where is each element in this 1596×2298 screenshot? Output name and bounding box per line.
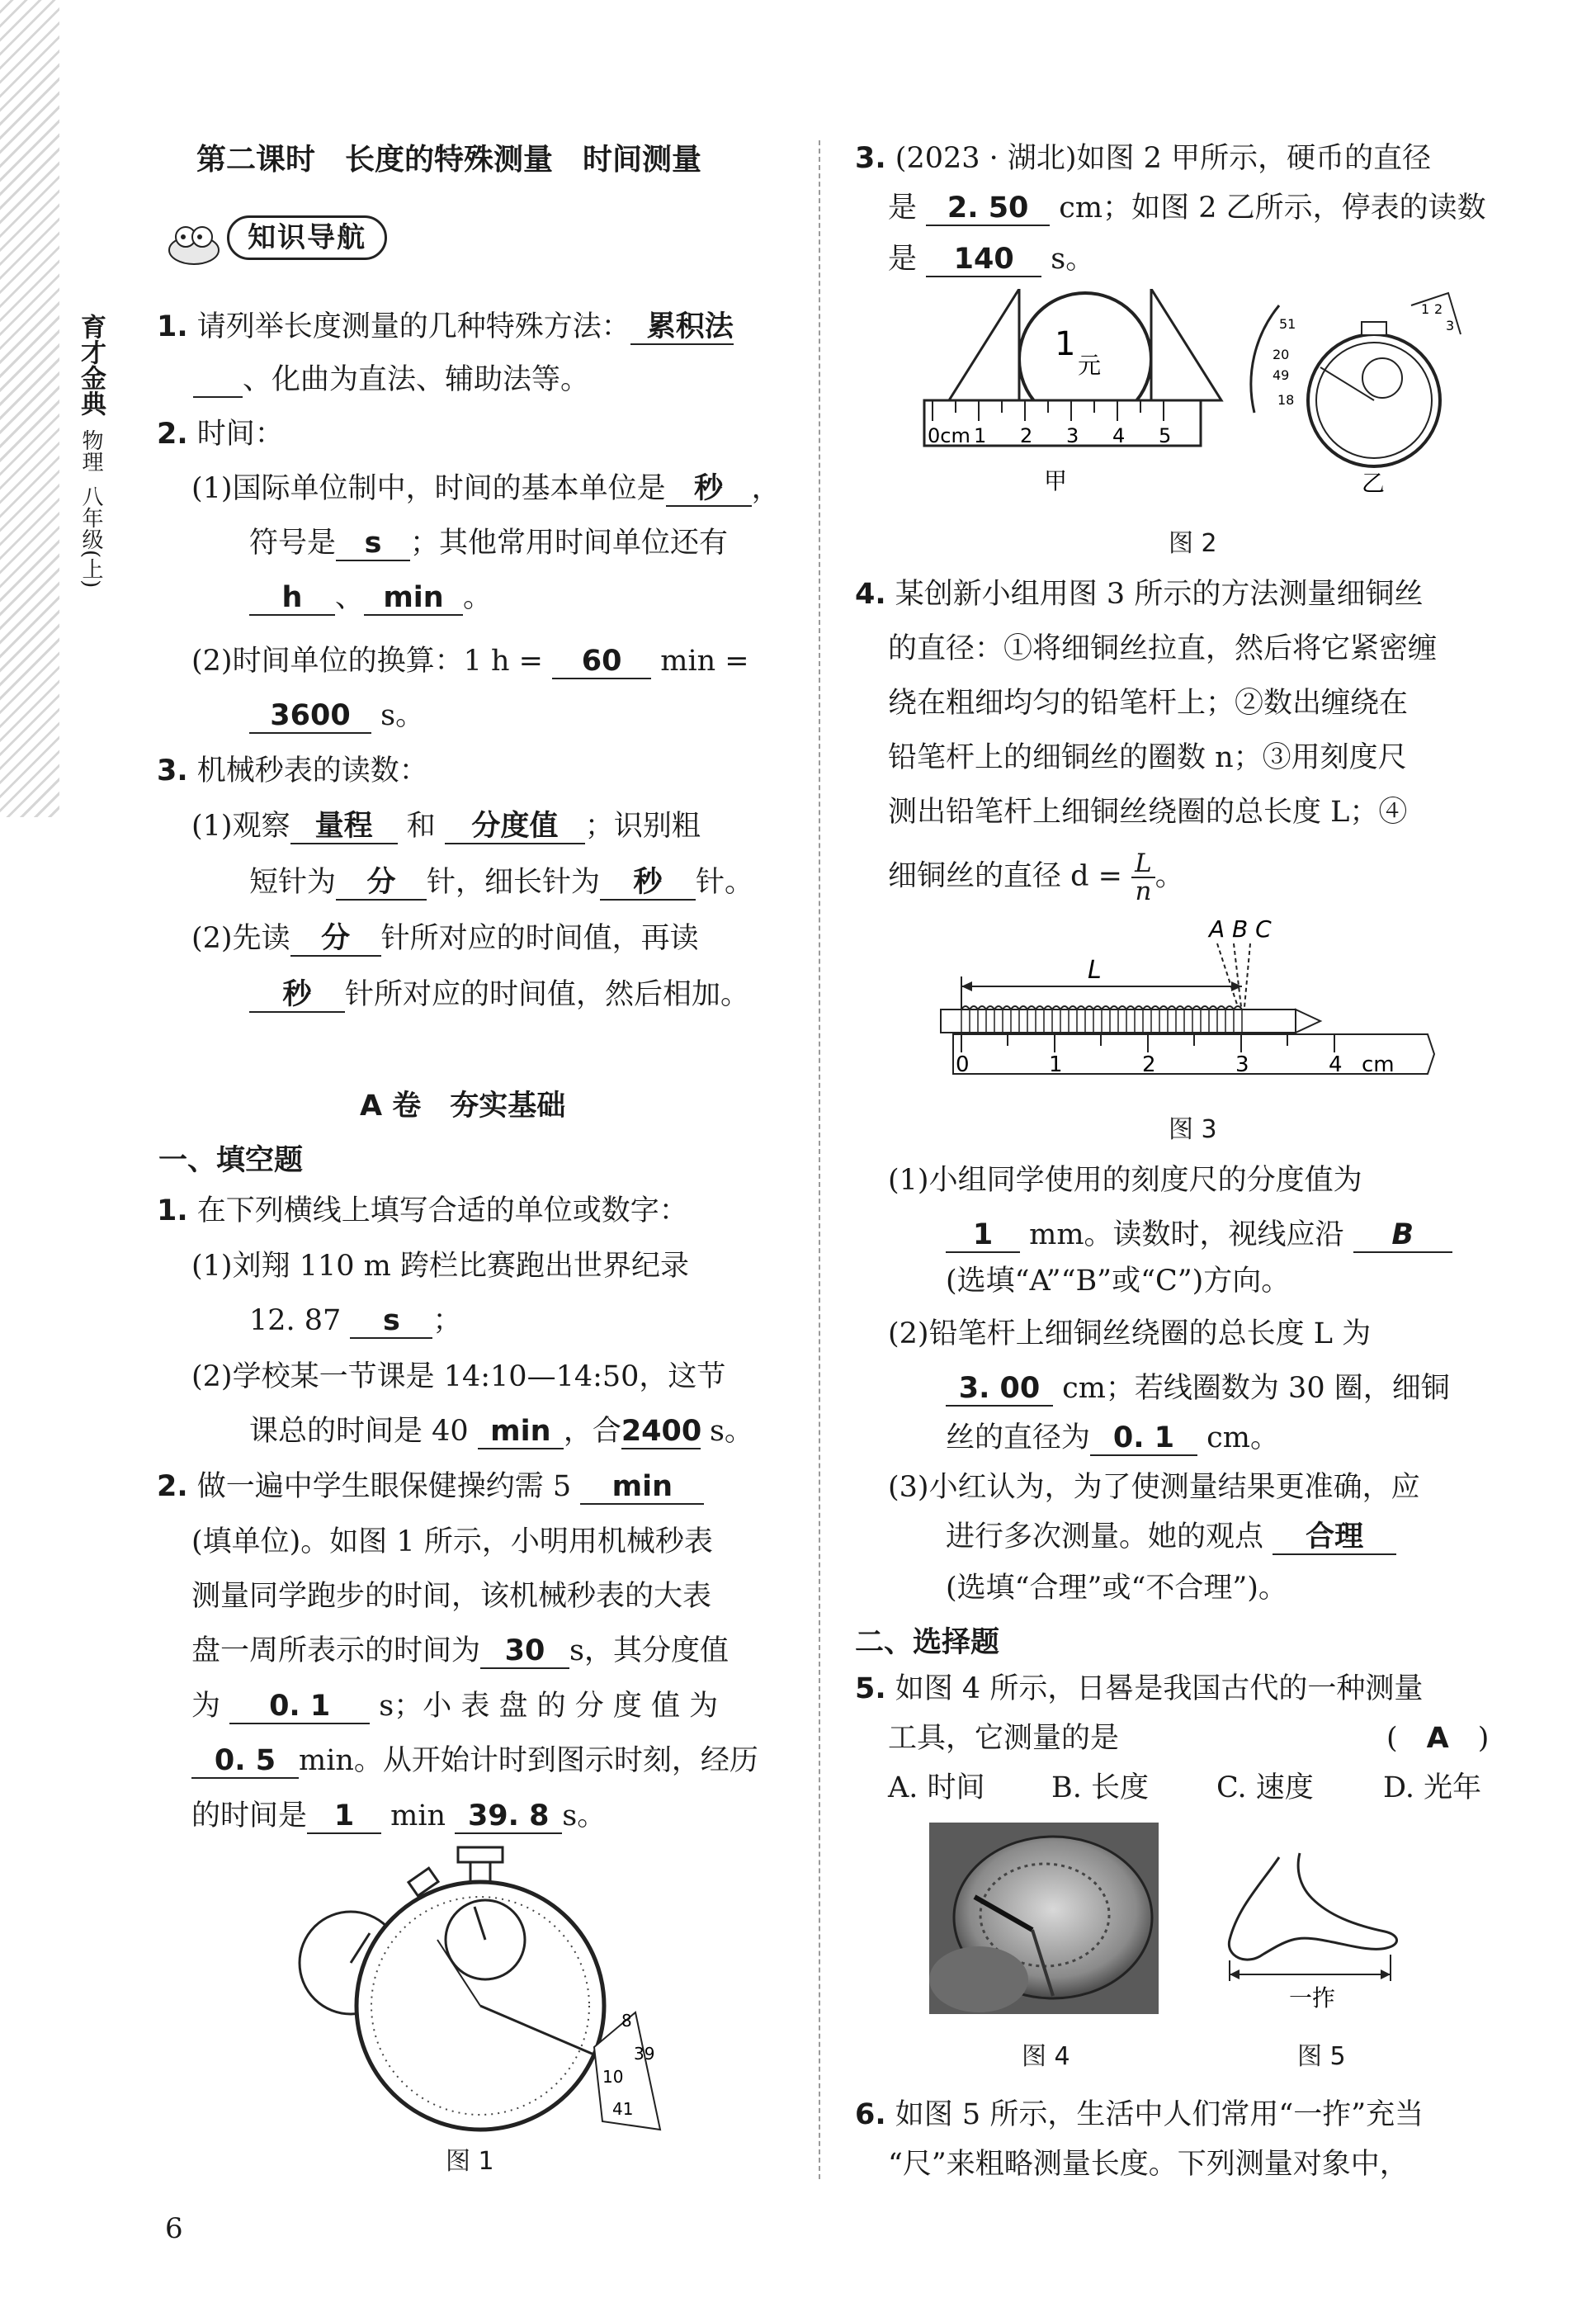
answer-blank: 30 <box>480 1634 569 1669</box>
coin-value: 1 <box>1055 325 1076 363</box>
ruler-label-4: 4 <box>1112 424 1126 447</box>
answer-blank: 分度值 <box>445 810 585 844</box>
figure-2 <box>916 289 1469 504</box>
answer-blank: 累积法 <box>630 310 734 345</box>
q3-line3: 是 140 s。 <box>888 243 1095 276</box>
fig1-label-41: 41 <box>612 2099 634 2119</box>
answer-blank: 140 <box>926 243 1041 277</box>
ruler3-label-0: 0 <box>956 1052 970 1077</box>
subject-label: 物理 <box>78 429 103 472</box>
answer-blank: min <box>580 1470 704 1505</box>
ruler3-label-4: 4 <box>1329 1052 1343 1077</box>
figure-3-caption: 图 3 <box>1169 1115 1217 1144</box>
nav-q2-2: (2)时间单位的换算：1 h = 60 min = <box>191 645 749 678</box>
ruler3-label-3: 3 <box>1235 1052 1249 1077</box>
q5-answer: ( A ) <box>1386 1722 1490 1755</box>
q3-line1: 3. (2023 · 湖北)如图 2 甲所示，硬币的直径 <box>855 142 1432 175</box>
nav-q3-1: (1)观察 量程 和 分度值 ；识别粗 <box>191 810 701 843</box>
q3-line2: 是 2. 50 cm；如图 2 乙所示，停表的读数 <box>888 192 1486 225</box>
brand-label: 育才金典 <box>76 314 106 416</box>
nav-q3: 3. 机械秒表的读数： <box>157 754 428 787</box>
part2-heading: 二、选择题 <box>855 1626 1000 1659</box>
q4-s1-line3: (选填“A”“B”或“C”)方向。 <box>946 1265 1291 1298</box>
nav-q2-1b: 符号是 s ；其他常用时间单位还有 <box>249 527 729 560</box>
figure-3 <box>933 912 1444 1094</box>
answer-blank: 0. 1 <box>229 1690 370 1724</box>
fig1-label-39: 39 <box>634 2044 655 2064</box>
q4-line5: 测出铅笔杆上细铜丝绕圈的总长度 L；④ <box>888 796 1408 829</box>
figure-1-caption: 图 1 <box>446 2147 494 2176</box>
ruler3-label-1: 1 <box>1049 1052 1063 1077</box>
ruler3-label-cm: cm <box>1362 1052 1395 1077</box>
answer-blank: 秒 <box>249 978 345 1013</box>
figure-5-caption: 图 5 <box>1297 2042 1346 2071</box>
q4-s1-line2: 1 mm。读数时，视线应沿 B <box>946 1217 1452 1253</box>
part1-heading: 一、填空题 <box>158 1144 304 1177</box>
q2-line1: 2. 做一遍中学生眼保健操约需 5 min <box>157 1468 704 1505</box>
q4-s2-line1: (2)铅笔杆上细铜丝绕圈的总长度 L 为 <box>888 1317 1372 1350</box>
q4-line4: 铅笔杆上的细铜丝的圈数 n；③用刻度尺 <box>888 741 1407 774</box>
nav-q2-2b: 3600 s。 <box>249 697 424 734</box>
q5-line1: 5. 如图 4 所示，日晷是我国古代的一种测量 <box>855 1672 1424 1705</box>
nav-q3-1b: 短针为 分 针，细长针为 秒 针。 <box>249 866 754 899</box>
hand-span-label: 一拃 <box>1289 1984 1336 2012</box>
answer-blank: 秒 <box>600 866 696 901</box>
q2-line4: 盘一周所表示的时间为 30 s，其分度值 <box>191 1634 729 1667</box>
q1-s2b: 课总的时间是 40 min ，合2400 s。 <box>249 1415 753 1448</box>
answer-blank: 2. 50 <box>926 192 1050 226</box>
section-a-title: A 卷 夯实基础 <box>360 1090 566 1123</box>
q5-option-b: B. 长度 <box>1051 1771 1149 1804</box>
q4-line3: 绕在粗细均匀的铅笔杆上；②数出缠绕在 <box>888 687 1409 720</box>
figure-5-hand-span <box>1213 1849 1411 2022</box>
q4-s2-line3: 丝的直径为 0. 1 cm。 <box>946 1421 1279 1454</box>
answer-blank: 60 <box>552 645 651 679</box>
answer-blank: 分 <box>336 866 427 901</box>
q1-s2: (2)学校某一节课是 14:10—14:50，这节 <box>191 1360 726 1393</box>
answer-blank: 1 <box>307 1799 381 1834</box>
watch-num-1: 1 <box>1421 301 1430 317</box>
watch-num-3: 3 <box>1446 318 1455 333</box>
ruler-label-3: 3 <box>1066 424 1079 447</box>
q2-line7: 的时间是 1 min 39. 8 s。 <box>191 1799 607 1832</box>
q4-s1-line1: (1)小组同学使用的刻度尺的分度值为 <box>888 1164 1362 1197</box>
q2-line2: (填单位)。如图 1 所示，小明用机械秒表 <box>191 1525 713 1558</box>
q5-option-c: C. 速度 <box>1216 1771 1314 1804</box>
page-number: 6 <box>165 2212 183 2245</box>
watch-num-49: 49 <box>1273 367 1290 383</box>
watch-num-2: 2 <box>1434 301 1443 317</box>
answer-blank: 2400 <box>621 1415 702 1448</box>
sight-lines-abc: A B C <box>1209 915 1272 943</box>
q1-s1: (1)刘翔 110 m 跨栏比赛跑出世界纪录 <box>191 1250 689 1283</box>
ruler-label-0cm: 0cm <box>928 424 970 447</box>
watch-num-18: 18 <box>1277 392 1295 408</box>
figure-2-coin-ruler <box>924 289 1221 494</box>
answer-blank: 1 <box>946 1218 1020 1253</box>
answer-blank: 3600 <box>249 699 371 734</box>
answer-blank: 秒 <box>666 472 752 507</box>
q4-s3-line3: (选填“合理”或“不合理”)。 <box>946 1572 1287 1605</box>
q2-line3: 测量同学跑步的时间，该机械秒表的大表 <box>191 1580 712 1613</box>
ruler-label-5: 5 <box>1159 424 1172 447</box>
answer-blank: min <box>364 581 463 616</box>
answer-blank: 0. 5 <box>191 1744 299 1779</box>
watch-num-51: 51 <box>1279 316 1296 332</box>
knowledge-nav-badge: 知识导航 <box>227 215 387 260</box>
answer-blank: 合理 <box>1273 1520 1396 1555</box>
q2-line5: 为 0. 1 s；小 表 盘 的 分 度 值 为 <box>191 1690 719 1723</box>
nav-q1-cont <box>193 362 589 398</box>
q5-line2: 工具，它测量的是 <box>888 1722 1120 1755</box>
answer-blank: 0. 1 <box>1090 1421 1197 1456</box>
q4-line1: 4. 某创新小组用图 3 所示的方法测量细铜丝 <box>855 578 1424 611</box>
length-label-l: L <box>1088 956 1102 985</box>
fraction-l-over-n: $\frac{L}{n}$ <box>1131 850 1155 905</box>
answer-blank: min <box>478 1415 564 1449</box>
answer-blank: 39. 8 <box>455 1799 562 1834</box>
q4-s3-line2: 进行多次测量。她的观点 合理 <box>946 1519 1396 1555</box>
nav-q3-2: (2)先读 分 针所对应的时间值，再读 <box>191 922 699 955</box>
figure-2-caption: 图 2 <box>1169 529 1217 558</box>
book-spine <box>68 314 114 588</box>
figure-2-label-jia: 甲 <box>1044 467 1068 494</box>
nav-q1: 1. 请列举长度测量的几种特殊方法： 累积法 <box>157 310 734 343</box>
nav-q1-text: 请列举长度测量的几种特殊方法： <box>196 310 630 343</box>
q4-line6: 细铜丝的直径 d = $\frac{L}{n}$ 。 <box>888 849 1184 906</box>
answer-blank: 3. 00 <box>946 1372 1053 1407</box>
answer-blank: s <box>350 1304 432 1339</box>
answer-blank: B <box>1353 1218 1452 1253</box>
fig1-label-10: 10 <box>602 2067 624 2087</box>
ruler-label-2: 2 <box>1020 424 1033 447</box>
answer-blank: 分 <box>290 922 381 957</box>
watch-num-20: 20 <box>1273 347 1290 362</box>
q6-line2: “尺”来粗略测量长度。下列测量对象中， <box>888 2148 1409 2181</box>
figure-4-caption: 图 4 <box>1022 2042 1070 2071</box>
nav-q3-2b: 秒 针所对应的时间值，然后相加。 <box>249 976 749 1013</box>
decorative-hatch-strip <box>0 0 59 817</box>
answer-blank: s <box>336 527 410 561</box>
nav-q2-1: (1)国际单位制中，时间的基本单位是 秒 ， <box>191 472 781 505</box>
q2-line6: 0. 5 min。从开始计时到图示时刻，经历 <box>191 1742 758 1779</box>
ruler3-label-2: 2 <box>1142 1052 1156 1077</box>
figure-2-stopwatch <box>1251 293 1461 497</box>
fig1-label-8: 8 <box>621 2011 632 2031</box>
grade-label: 八年级(上) <box>78 485 103 589</box>
nav-q2: 2. 时间： <box>157 418 284 451</box>
cartoon-reader-icon <box>165 220 223 267</box>
lesson-title: 第二课时 长度的特殊测量 时间测量 <box>196 143 702 177</box>
nav-q1-rest: 、化曲为直法、辅助法等。 <box>243 363 590 396</box>
knowledge-nav-header <box>165 215 387 267</box>
answer-blank: 量程 <box>290 810 398 844</box>
answer-blank: h <box>249 581 335 616</box>
column-divider <box>819 140 820 2179</box>
figure-4-sundial-photo <box>929 1823 1159 2014</box>
q4-s3-line1: (3)小红认为，为了使测量结果更准确，应 <box>888 1471 1420 1504</box>
q1-stem: 1. 在下列横线上填写合适的单位或数字： <box>157 1194 688 1227</box>
figure-1-stopwatch <box>272 1841 685 2146</box>
q5-option-d: D. 光年 <box>1383 1771 1482 1804</box>
q6-line1: 6. 如图 5 所示，生活中人们常用“一拃”充当 <box>855 2098 1424 2131</box>
q4-s2-line2: 3. 00 cm；若线圈数为 30 圈，细铜 <box>946 1370 1450 1407</box>
q1-s1b: 12. 87 s ； <box>249 1304 462 1337</box>
ruler-label-1: 1 <box>974 424 987 447</box>
figure-2-label-yi: 乙 <box>1362 470 1386 497</box>
coin-unit: 元 <box>1078 352 1102 379</box>
q5-option-a: A. 时间 <box>888 1771 985 1804</box>
nav-q2-1c: h 、 min 。 <box>249 579 492 616</box>
q4-line2: 的直径：①将细铜丝拉直，然后将它紧密缠 <box>888 632 1438 665</box>
